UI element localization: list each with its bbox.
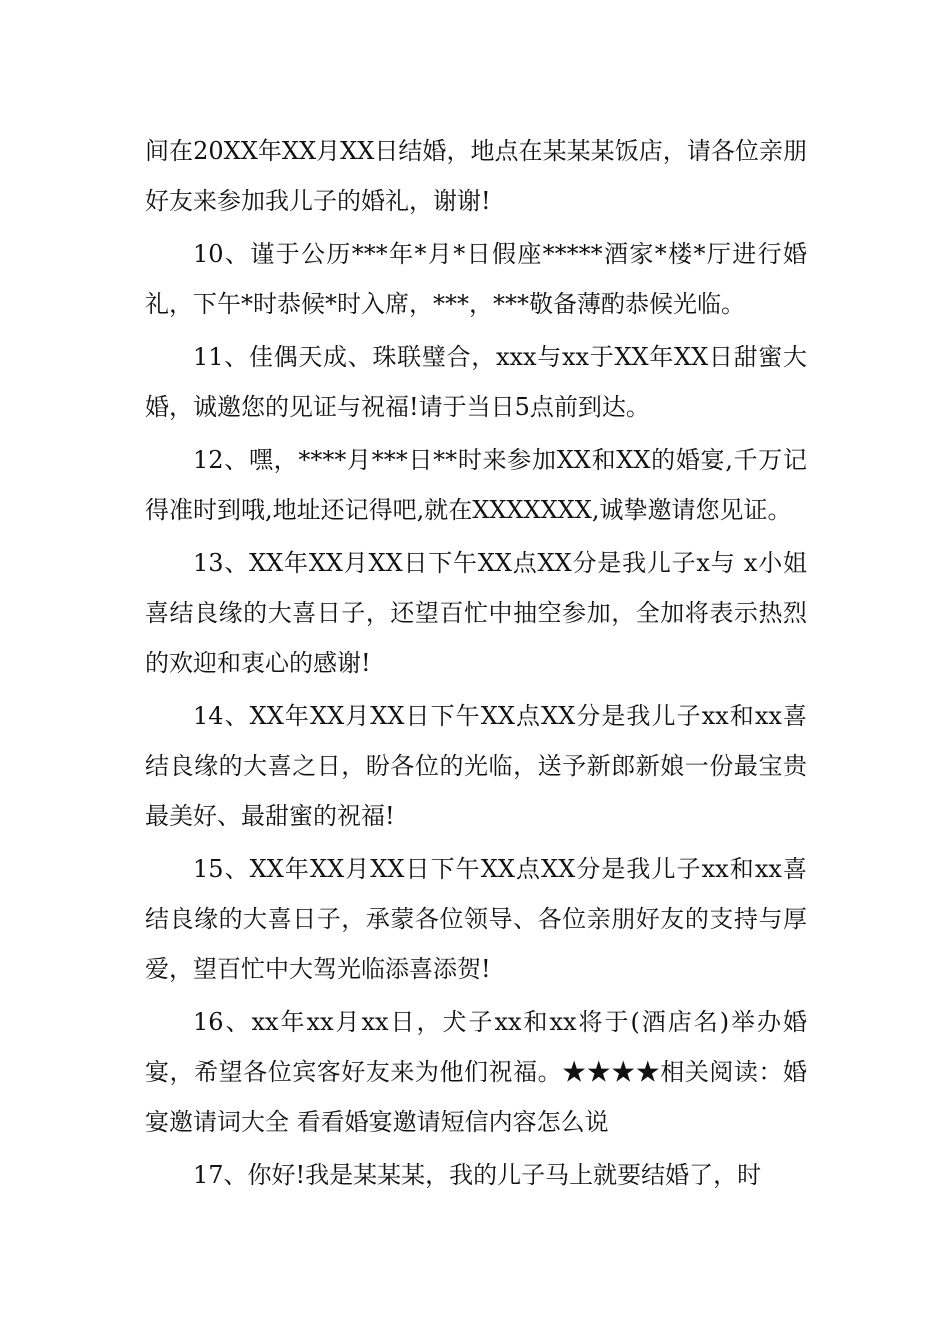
document-body xyxy=(145,126,807,1200)
paragraph-10: 10、谨于公历***年*月*日假座*****酒家*楼*厅进行婚礼，下午*时恭候*时入席，***，***敬备薄酌恭候光临。 xyxy=(145,240,807,318)
paragraph-15: 15、XX年XX月XX日下午XX点XX分是我儿子xx和xx喜结良缘的大喜日子，承蒙各位领导、各位亲朋好友的支持与厚爱，望百忙中大驾光临添喜添贺! xyxy=(145,855,807,983)
paragraph-11: 11、佳偶天成、珠联璧合，xxx与xx于XX年XX日甜蜜大婚，诚邀您的见证与祝福!请于当日5点前到达。 xyxy=(145,343,807,421)
paragraph-12: 12、嘿，****月***日**时来参加XX和XX的婚宴,千万记得准时到哦,地址还记得吧,就在XXXXXXX,诚挚邀请您见证。 xyxy=(145,446,807,524)
paragraph-17: 17、你好!我是某某某，我的儿子马上就要结婚了，时 xyxy=(193,1161,762,1189)
paragraph-continued: 间在20XX年XX月XX日结婚，地点在某某某饭店，请各位亲朋好友来参加我儿子的婚礼，谢谢! xyxy=(145,137,807,215)
paragraph-13: 13、XX年XX月XX日下午XX点XX分是我儿子x与 x小姐喜结良缘的大喜日子，还望百忙中抽空参加，全加将表示热烈的欢迎和衷心的感谢! xyxy=(145,549,807,677)
paragraph-14: 14、XX年XX月XX日下午XX点XX分是我儿子xx和xx喜结良缘的大喜之日，盼各位的光临，送予新郎新娘一份最宝贵最美好、最甜蜜的祝福! xyxy=(145,702,807,830)
paragraph-16: 16、xx年xx月xx日，犬子xx和xx将于(酒店名)举办婚宴，希望各位宾客好友来为他们祝福。★★★★相关阅读：婚宴邀请词大全 看看婚宴邀请短信内容怎么说 xyxy=(145,1008,807,1136)
